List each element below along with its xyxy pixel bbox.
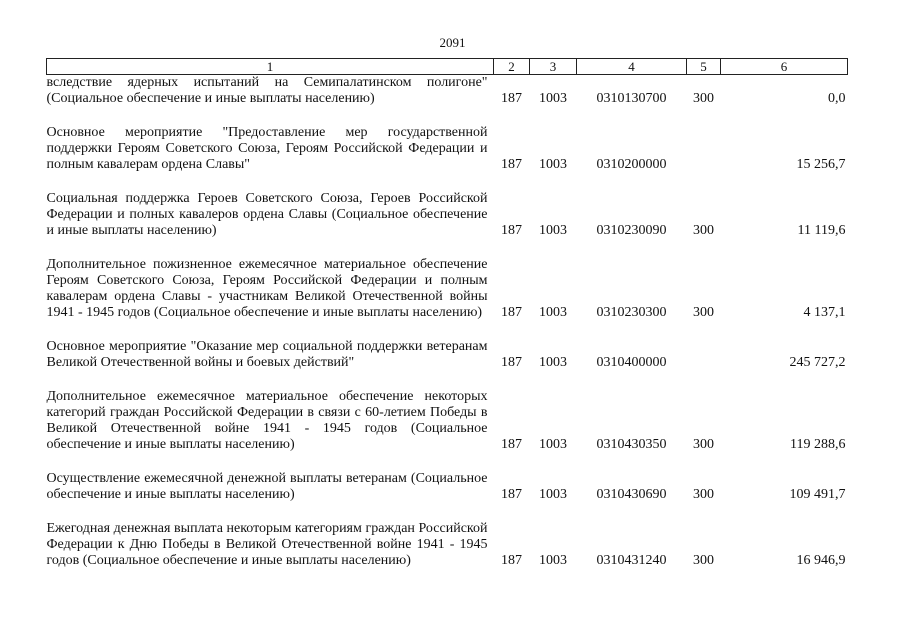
row-section: 1003	[539, 553, 567, 568]
row-description: Дополнительное ежемесячное материальное обеспечение некоторых категорий граждан Российской Федерации в связи с 60-летием Победы в Великой Отечественной войне 1941 - 1945 годов (Социальное обеспечение и иные выплаты населению)	[46, 389, 488, 452]
table-row	[47, 191, 848, 239]
header-col-6: 6	[721, 59, 848, 75]
row-amount: 0,0	[828, 91, 846, 106]
row-spacer	[47, 503, 848, 521]
page-number: 2091	[439, 35, 466, 50]
row-expense-type: 300	[693, 553, 714, 568]
row-ministry: 187	[501, 437, 522, 452]
row-section: 1003	[539, 355, 567, 370]
table-row	[47, 125, 848, 173]
row-section: 1003	[539, 223, 567, 238]
row-spacer	[47, 107, 848, 125]
table-row	[47, 339, 848, 371]
row-section: 1003	[539, 305, 567, 320]
row-amount: 245 727,2	[789, 355, 846, 370]
row-spacer	[47, 371, 848, 389]
row-amount: 16 946,9	[796, 553, 846, 568]
header-col-3: 3	[530, 59, 577, 75]
row-ministry: 187	[501, 305, 522, 320]
budget-table	[46, 58, 848, 569]
table-row	[47, 257, 848, 321]
row-ministry: 187	[501, 91, 522, 106]
row-section: 1003	[539, 487, 567, 502]
row-spacer	[47, 321, 848, 339]
row-spacer	[47, 239, 848, 257]
table-row	[47, 389, 848, 453]
table-row	[47, 471, 848, 503]
table-row	[47, 75, 848, 108]
row-target: 0310430690	[596, 487, 667, 502]
row-target: 0310200000	[596, 157, 667, 172]
row-description: Дополнительное пожизненное ежемесячное материальное обеспечение Героям Советского Союза, Героям Российской Федерации и полным кавалерам ордена Славы - участникам Великой Отечественной войны 1941 - 1945 годов (Социальное обеспечение и иные выплаты населению)	[46, 257, 488, 320]
row-expense-type: 300	[693, 437, 714, 452]
row-target: 0310230300	[596, 305, 667, 320]
row-target: 0310431240	[596, 553, 667, 568]
table-header	[47, 59, 848, 75]
table-body	[47, 75, 848, 570]
row-amount: 11 119,6	[797, 223, 846, 238]
row-ministry: 187	[501, 223, 522, 238]
row-amount: 4 137,1	[803, 305, 846, 320]
row-description: Ежегодная денежная выплата некоторым категориям граждан Российской Федерации к Дню Победы в Великой Отечественной войне 1941 - 1945 годов (Социальное обеспечение и иные выплаты населению)	[46, 521, 488, 568]
row-ministry: 187	[501, 487, 522, 502]
header-col-4: 4	[577, 59, 687, 75]
row-section: 1003	[539, 437, 567, 452]
row-target: 0310400000	[596, 355, 667, 370]
row-target: 0310230090	[596, 223, 667, 238]
row-section: 1003	[539, 91, 567, 106]
row-expense-type: 300	[693, 91, 714, 106]
row-description: Осуществление ежемесячной денежной выплаты ветеранам (Социальное обеспечение и иные выплаты населению)	[46, 471, 488, 502]
row-expense-type	[687, 339, 721, 371]
row-ministry: 187	[501, 157, 522, 172]
header-col-2: 2	[494, 59, 530, 75]
row-amount: 109 491,7	[789, 487, 846, 502]
row-amount: 15 256,7	[796, 157, 846, 172]
row-expense-type: 300	[693, 223, 714, 238]
row-spacer	[47, 173, 848, 191]
row-amount: 119 288,6	[790, 437, 846, 452]
row-target: 0310430350	[596, 437, 667, 452]
table-row	[47, 521, 848, 569]
row-ministry: 187	[501, 355, 522, 370]
header-col-5: 5	[687, 59, 721, 75]
row-description: Основное мероприятие "Оказание мер социальной поддержки ветеранам Великой Отечественной войны и боевых действий"	[46, 339, 488, 370]
row-section: 1003	[539, 157, 567, 172]
row-expense-type: 300	[693, 487, 714, 502]
row-spacer	[47, 453, 848, 471]
row-expense-type	[687, 125, 721, 173]
row-description: вследствие ядерных испытаний на Семипалатинском полигоне" (Социальное обеспечение и иные выплаты населению)	[46, 75, 488, 106]
header-col-1: 1	[47, 59, 494, 75]
row-ministry: 187	[501, 553, 522, 568]
row-description: Основное мероприятие "Предоставление мер государственной поддержки Героям Советского Союза, Героям Российской Федерации и полным кавалерам ордена Славы"	[46, 125, 488, 172]
row-expense-type: 300	[693, 305, 714, 320]
row-target: 0310130700	[596, 91, 667, 106]
row-description: Социальная поддержка Героев Советского Союза, Героев Российской Федерации и полных кавалеров ордена Славы (Социальное обеспечение и иные выплаты населению)	[46, 191, 488, 238]
